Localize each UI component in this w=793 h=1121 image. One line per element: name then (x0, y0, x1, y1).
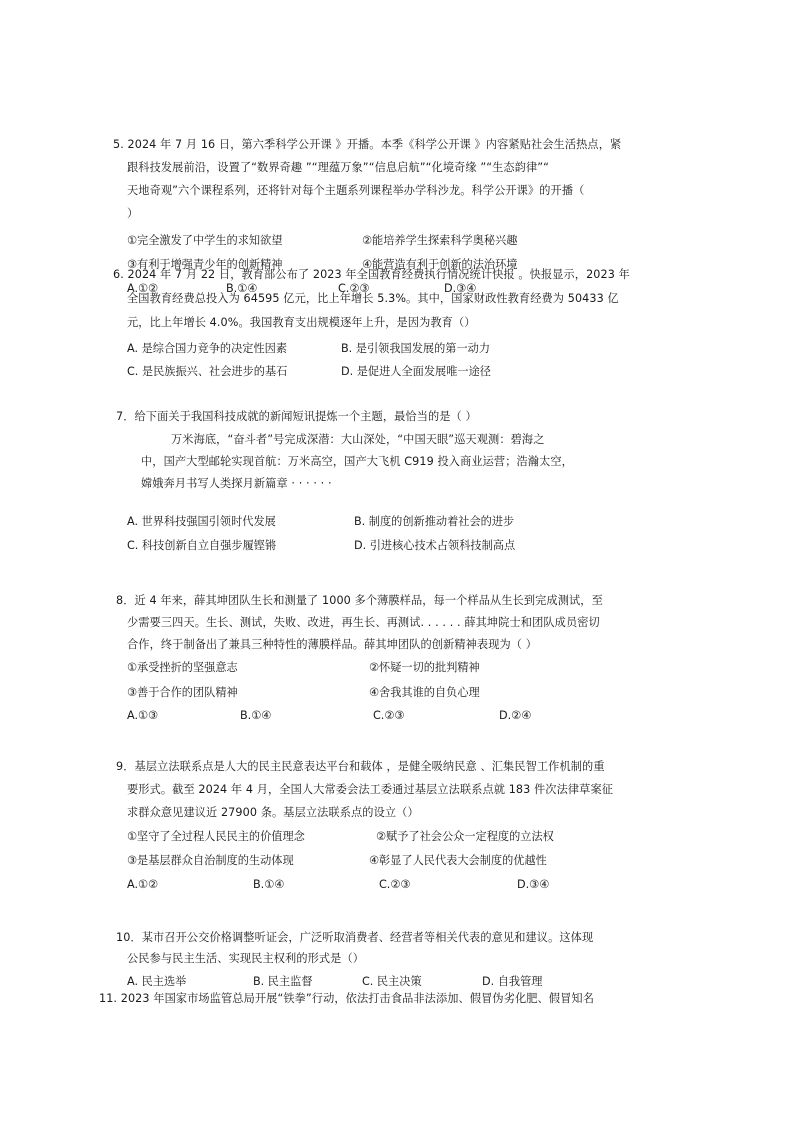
option-d: D.③④ (517, 878, 550, 891)
option-a: A.①② (127, 878, 159, 891)
question-text-line: 求群众意见建议近 27900 条。基层立法联系点的设立（） (127, 806, 419, 819)
option-a: A. 世界科技强国引领时代发展 (127, 515, 276, 528)
option-d: D. 引进核心技术占领科技制高点 (354, 539, 516, 552)
statement-2: ②能培养学生探索科学奥秘兴趣 (362, 234, 518, 247)
statement-2: ②赋予了社会公众一定程度的立法权 (376, 830, 554, 843)
statement-2: ②怀疑一切的批判精神 (369, 661, 480, 674)
question-text-line: ） (127, 207, 139, 220)
option-d: D.②④ (499, 709, 532, 722)
option-b: B.①④ (253, 878, 285, 891)
news-text-line: 万米海底，“奋斗者”号完成深潜：大山深处，“中国天眼”巡天观测：碧海之 (171, 433, 545, 446)
question-text-line: 合作，终于制备出了兼具三种特性的薄膜样品。薛其坤团队的创新精神表现为（ ） (127, 638, 538, 651)
statement-1: ①承受挫折的坚强意志 (127, 661, 238, 674)
option-d: D. 是促进人全面发展唯一途径 (341, 365, 491, 378)
option-a: A. 是综合国力竞争的决定性因素 (127, 342, 288, 355)
option-c: C. 民主决策 (362, 975, 422, 988)
option-c: C.②③ (338, 282, 370, 295)
question-text-line: 9．基层立法联系点是人大的民主民意表达平台和载体 ，是健全吸纳民意 、汇集民智工作机制的重 (116, 760, 605, 773)
option-c: C. 科技创新自立自强步履铿锵 (127, 539, 277, 552)
option-b: B. 民主监督 (253, 975, 313, 988)
option-a: A. 民主选举 (127, 975, 187, 988)
question-text-line: 元，比上年增长 4.0%。我国教育支出规模逐年上升，是因为教育（） (127, 316, 476, 329)
option-a: A.①③ (127, 709, 159, 722)
statement-4: ④彰显了人民代表大会制度的优越性 (369, 854, 547, 867)
question-text-line: 公民参与民主生活、实现民主权利的形式是（） (127, 952, 365, 965)
question-text-line: 11. 2023 年国家市场监管总局开展“铁拳”行动，依法打击食品非法添加、假冒伪劣化肥、假冒知名 (99, 992, 594, 1005)
option-d: D. 自我管理 (482, 975, 543, 988)
question-text-line: 全国教育经费总投入为 64595 亿元，比上年增长 5.3%。其中，国家财政性教育经费为 50433 亿 (127, 292, 619, 305)
option-b: B.①④ (226, 282, 258, 295)
statement-4: ④能营造有利于创新的法治环境 (362, 258, 518, 271)
question-text-line: 10．某市召开公交价格调整听证会，广泛听取消费者、经营者等相关代表的意见和建议。这体现 (116, 931, 594, 944)
question-text-line: 8．近 4 年来，薛其坤团队生长和测量了 1000 多个薄膜样品，每一个样品从生长到完成测试，至 (116, 594, 603, 607)
option-b: B.①④ (240, 709, 272, 722)
news-text-line: 中，国产大型邮轮实现首航：万米高空，国产大飞机 C919 投入商业运营；浩瀚太空， (141, 455, 573, 468)
option-b: B. 是引领我国发展的第一动力 (341, 342, 491, 355)
question-text-line: 5. 2024 年 7 月 16 日，第六季科学公开课 》开播。本季《科学公开课 》内容紧贴社会生活热点，紧 (113, 138, 622, 151)
question-text-line: 6. 2024 年 7 月 22 日，教育部公布了 2023 年全国教育经费执行情况统计快报 。快报显示，2023 年 (113, 268, 630, 281)
statement-1: ①坚守了全过程人民民主的价值理念 (127, 830, 305, 843)
option-a: A.①② (127, 282, 159, 295)
option-b: B. 制度的创新推动着社会的进步 (354, 515, 515, 528)
question-text-line: 天地奇观”六个课程系列，还将针对每个主题系列课程举办学科沙龙。科学公开课》的开播（ (127, 184, 585, 197)
question-text-line: 少需要三四天。生长、测试，失败、改进，再生长、再测试. . . . . . 薛其坤院士和团队成员密切 (127, 616, 600, 629)
option-d: D.③④ (444, 282, 477, 295)
news-text-line: 嫦娥奔月书写人类探月新篇章 · · · · · · (141, 477, 332, 490)
statement-4: ④舍我其谁的自负心理 (369, 686, 480, 699)
statement-1: ①完全激发了中学生的求知欲望 (127, 234, 283, 247)
question-text-line: 跟科技发展前沿，设置了“数界奇趣 ”“理蕴万象”“信息启航”“化境奇缘 ”“生态韵律”“ (127, 161, 550, 174)
option-c: C. 是民族振兴、社会进步的基石 (127, 365, 288, 378)
option-c: C.②③ (373, 709, 405, 722)
statement-3: ③善于合作的团队精神 (127, 686, 238, 699)
question-text-line: 7．给下面关于我国科技成就的新闻短讯提炼一个主题，最恰当的是（ ） (116, 410, 477, 423)
option-c: C.②③ (379, 878, 411, 891)
question-text-line: 要形式。截至 2024 年 4 月，全国人大常委会法工委通过基层立法联系点就 183 件次法律草案征 (127, 783, 614, 796)
statement-3: ③是基层群众自治制度的生动体现 (127, 854, 294, 867)
statement-3: ③有利于增强青少年的创新精神 (127, 258, 283, 271)
